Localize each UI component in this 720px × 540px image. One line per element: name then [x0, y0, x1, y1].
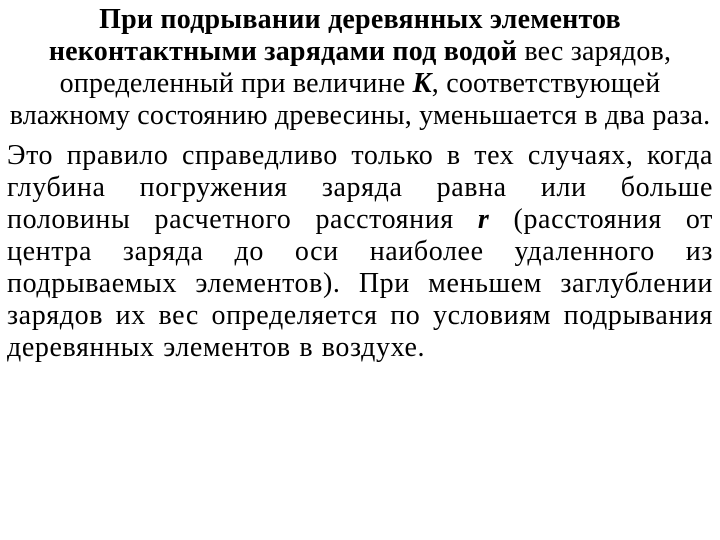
variable-k: К — [412, 68, 432, 99]
rule-statement-paragraph — [7, 4, 713, 132]
rule-conditions-paragraph — [7, 140, 713, 364]
rule-statement-bold-lead: При подрывании деревянных элементов неконтактными зарядами под водой — [48, 4, 621, 67]
rule-conditions-text: Это правило справедливо только в тех случаях, когда глубина погружения заряда равна или больше половины расчетного расстояния — [7, 140, 713, 235]
rule-statement-text: вес зарядов, определенный при величине — [59, 36, 672, 99]
variable-r: r — [477, 204, 490, 235]
rule-conditions-text-end: (расстояния от центра заряда до оси наиболее удаленного из подрываемых элементов). При меньшем заглублении зарядов их вес определяется по условиям подрывания деревянных элементов в воздухе. — [7, 204, 713, 363]
rule-statement-text-end: , соответствующей влажному состоянию древесины, уменьшается в два раза. — [9, 68, 711, 131]
